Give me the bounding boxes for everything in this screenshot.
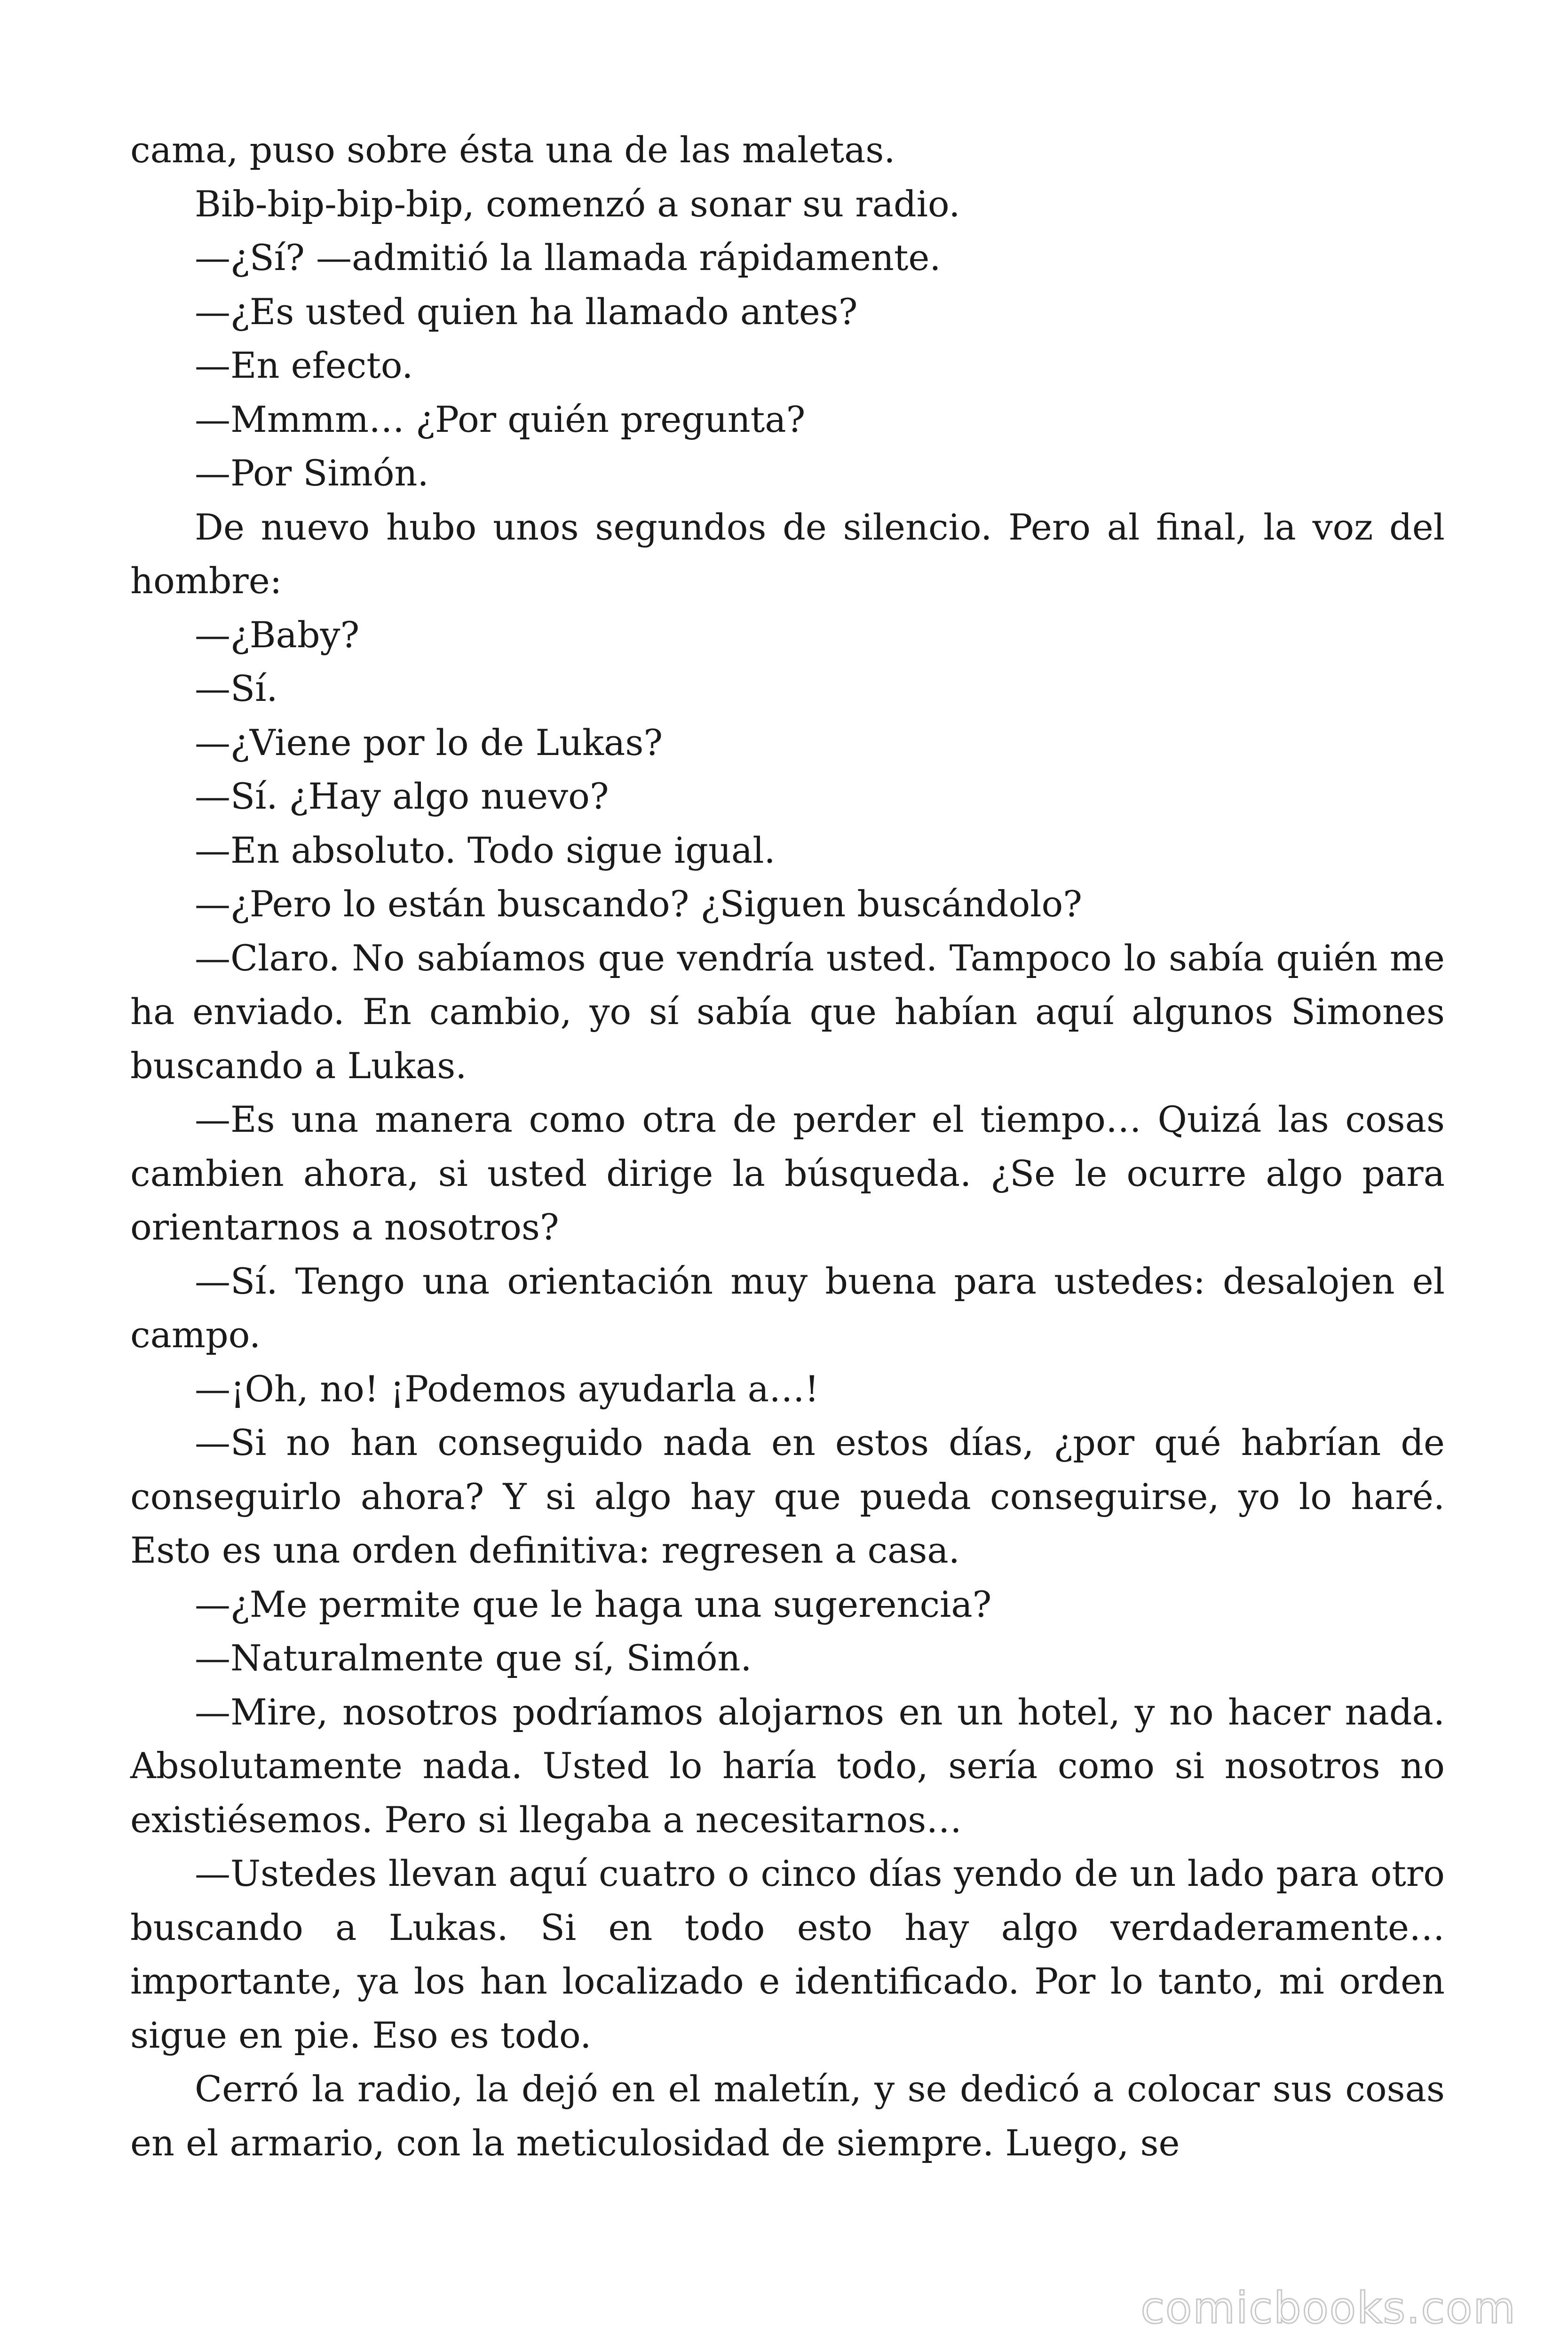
paragraph: —Es una manera como otra de perder el tiempo… Quizá las cosas cambien ahora, si usted dirige la búsqueda. ¿Se le ocurre algo para orientarnos a nosotros? [130, 1098, 1445, 1248]
paragraph: Cerró la radio, la dejó en el maletín, y se dedicó a colocar sus cosas en el armario, con la meticulosidad de siempre. Luego, se [130, 2068, 1445, 2164]
paragraph: —En efecto. [195, 344, 413, 386]
paragraph: —Si no han conseguido nada en estos días, ¿por qué habrían de conseguirlo ahora? Y si algo hay que pueda conseguirse, yo lo haré. Esto es una orden definitiva: regresen a casa. [130, 1422, 1445, 1571]
paragraph: —Sí. Tengo una orientación muy buena para ustedes: desalojen el campo. [130, 1260, 1445, 1356]
paragraph: De nuevo hubo unos segundos de silencio. Pero al final, la voz del hombre: [130, 506, 1445, 602]
paragraph: —Mire, nosotros podríamos alojarnos en un hotel, y no hacer nada. Absolutamente nada. Usted lo haría todo, sería como si nosotros no existiésemos. Pero si llegaba a necesitarnos… [130, 1691, 1445, 1841]
paragraph: —¿Sí? —admitió la llamada rápidamente. [195, 237, 941, 278]
watermark: comicbooks.com [1140, 2283, 1516, 2333]
paragraph: —Claro. No sabíamos que vendría usted. Tampoco lo sabía quién me ha enviado. En cambio, yo sí sabía que habían aquí algunos Simones buscando a Lukas. [130, 937, 1445, 1087]
paragraph: —¿Me permite que le haga una sugerencia? [195, 1583, 992, 1625]
paragraph: —¿Es usted quien ha llamado antes? [195, 290, 858, 333]
paragraph: —Sí. ¿Hay algo nuevo? [195, 775, 609, 817]
paragraph: —En absoluto. Todo sigue igual. [195, 829, 776, 871]
paragraph: —¿Viene por lo de Lukas? [195, 721, 663, 763]
paragraph: —Naturalmente que sí, Simón. [195, 1637, 752, 1679]
page-text [130, 123, 1445, 2170]
paragraph: —¿Baby? [195, 613, 360, 656]
paragraph: —Mmmm… ¿Por quién pregunta? [195, 398, 806, 440]
paragraph: cama, puso sobre ésta una de las maletas. [130, 129, 895, 171]
paragraph: —Sí. [195, 667, 278, 709]
paragraph: —¿Pero lo están buscando? ¿Siguen buscándolo? [195, 883, 1083, 925]
paragraph: —Ustedes llevan aquí cuatro o cinco días yendo de un lado para otro buscando a Lukas. Si en todo esto hay algo verdaderamente… importante, ya los han localizado e identificado. Por lo tanto, mi orden sigue en pie. Eso es todo. [130, 1852, 1445, 2056]
paragraph: —Por Simón. [195, 452, 429, 494]
paragraph: Bib-bip-bip-bip, comenzó a sonar su radio. [195, 183, 960, 225]
paragraph: —¡Oh, no! ¡Podemos ayudarla a…! [195, 1367, 819, 1410]
